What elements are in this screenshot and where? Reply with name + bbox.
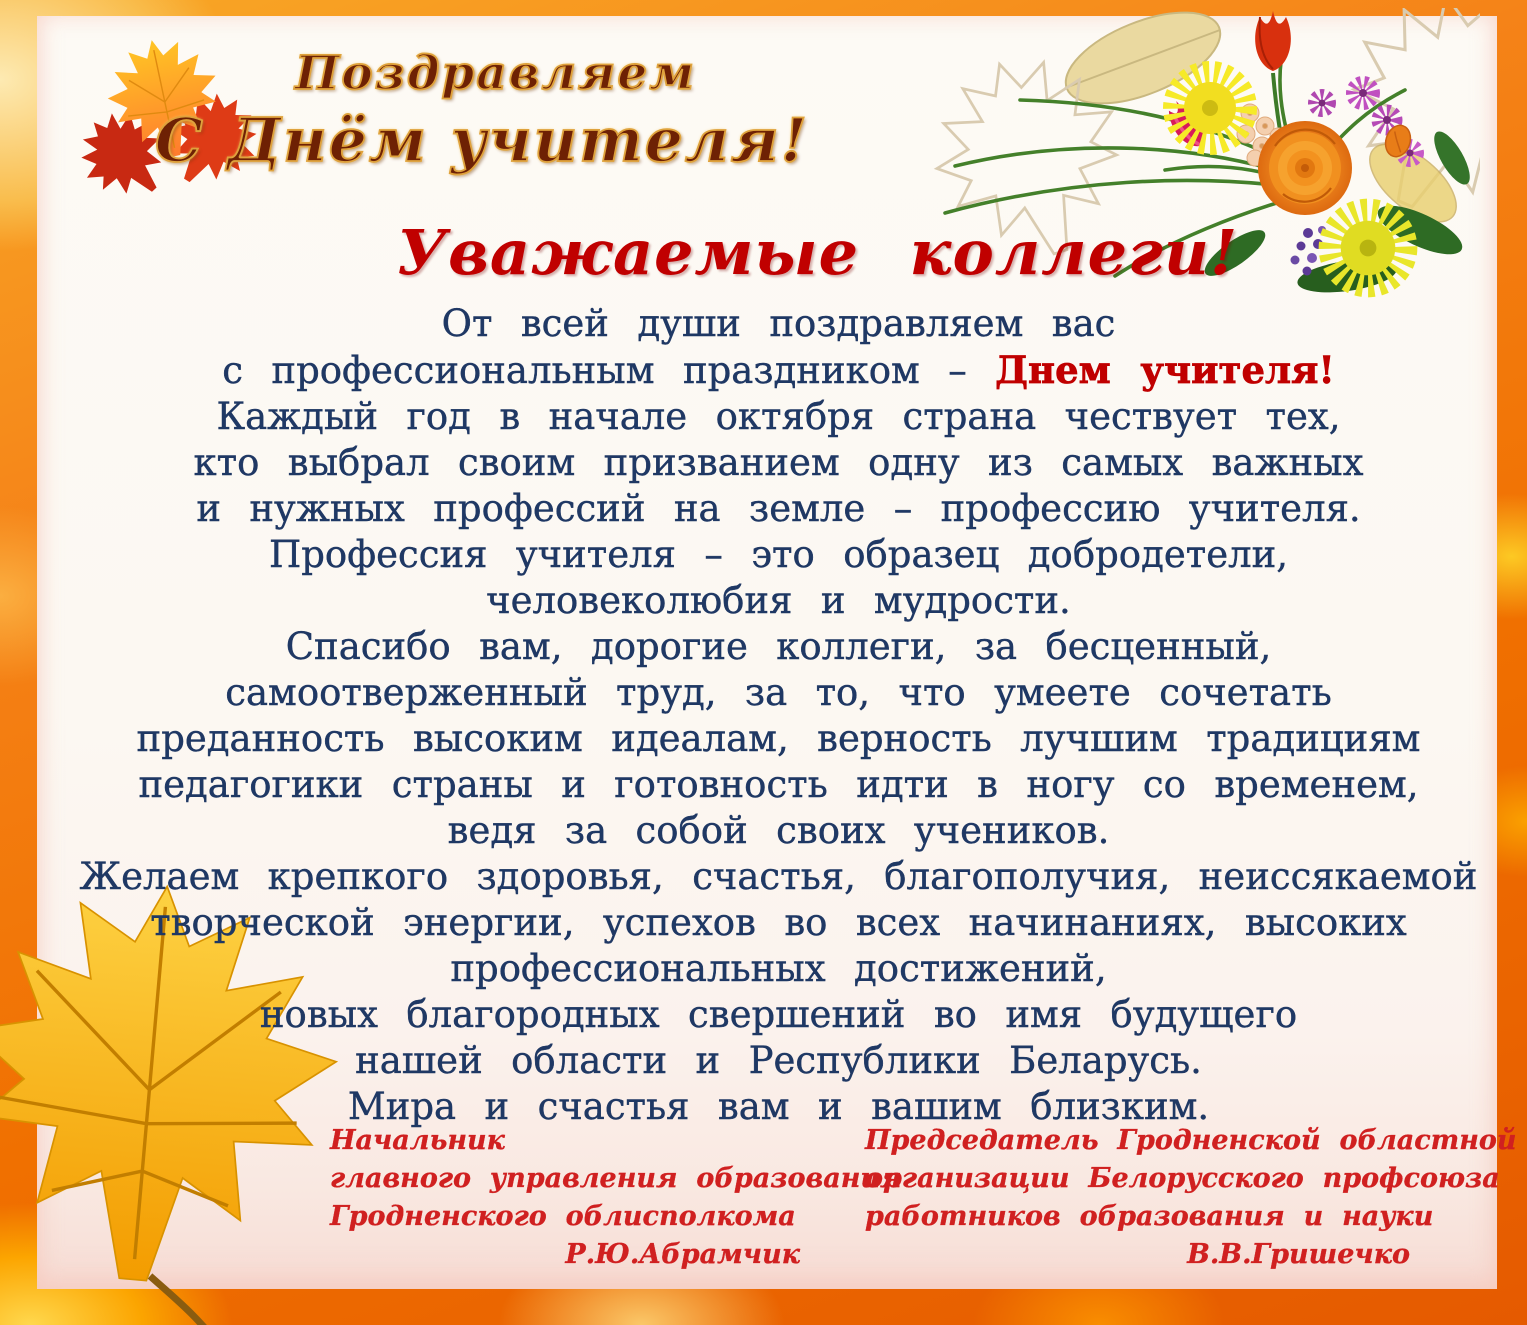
signature-title-line: Гродненского облисполкома [330,1201,796,1232]
highlight-red-text: Днем учителя! [995,348,1335,392]
signature-title-line: Председатель Гродненской областной [865,1125,1517,1156]
greeting-line [15,347,1527,394]
greeting-line: новых благородных свершений во имя будущего [259,993,1298,1036]
greeting-line: Желаем крепкого здоровья, счастья, благополучия, неиссякаемой [79,855,1478,898]
greeting-line: преданность высоким идеалам, верность лучшим традициям [136,717,1421,760]
signature-title-line: организации Белорусского профсоюза [865,1163,1500,1194]
greeting-line: нашей области и Республики Беларусь. [355,1039,1202,1082]
congrats-heading: Поздравляем [295,46,697,101]
leaf-stem [150,1276,223,1325]
greeting-line: самоотверженный труд, за то, что умеете сочетать [225,671,1332,714]
signature-title-line: работников образования и науки [865,1201,1434,1232]
orange-rose [1258,121,1352,215]
greeting-line-prefix: с профессиональным праздником – [222,349,967,392]
salutation-title: Уважаемые коллеги! [396,216,1239,289]
greeting-line: кто выбрал своим призванием одну из самых важных [193,441,1364,484]
signature-title-line: главного управления образования [330,1163,902,1194]
greeting-line: Каждый год в начале октября страна чествует тех, [216,395,1341,438]
greeting-line: Профессия учителя – это образец добродетели, [268,533,1289,576]
greeting-line: От всей души поздравляем вас [441,302,1116,345]
signature-name: Р.Ю.Абрамчик [565,1239,800,1270]
signature-left [330,1122,902,1274]
greeting-line: и нужных профессий на земле – профессию учителя. [196,487,1361,530]
yellow-chrysanthemum [1180,78,1240,138]
greeting-line: творческой энергии, успехов во всех начинаниях, высоких [150,901,1407,944]
signature-title-line: Начальник [330,1125,505,1156]
flower-bouquet-image [860,8,1480,343]
greeting-text [15,301,1527,1130]
greeting-line: педагогики страны и готовность идти в ногу со временем, [138,763,1419,806]
teachers-day-heading: С Днём учителя! [155,106,809,176]
greeting-line: профессиональных достижений, [450,947,1107,990]
signature-name: В.В.Гришечко [1187,1239,1410,1270]
greeting-line: Мира и счастья вам и вашим близким. [347,1085,1210,1128]
signature-right [865,1122,1517,1274]
greeting-line: ведя за собой своих учеников. [447,809,1110,852]
greeting-line: Спасибо вам, дорогие коллеги, за бесценный, [285,625,1272,668]
greeting-line: человеколюбия и мудрости. [486,579,1071,622]
